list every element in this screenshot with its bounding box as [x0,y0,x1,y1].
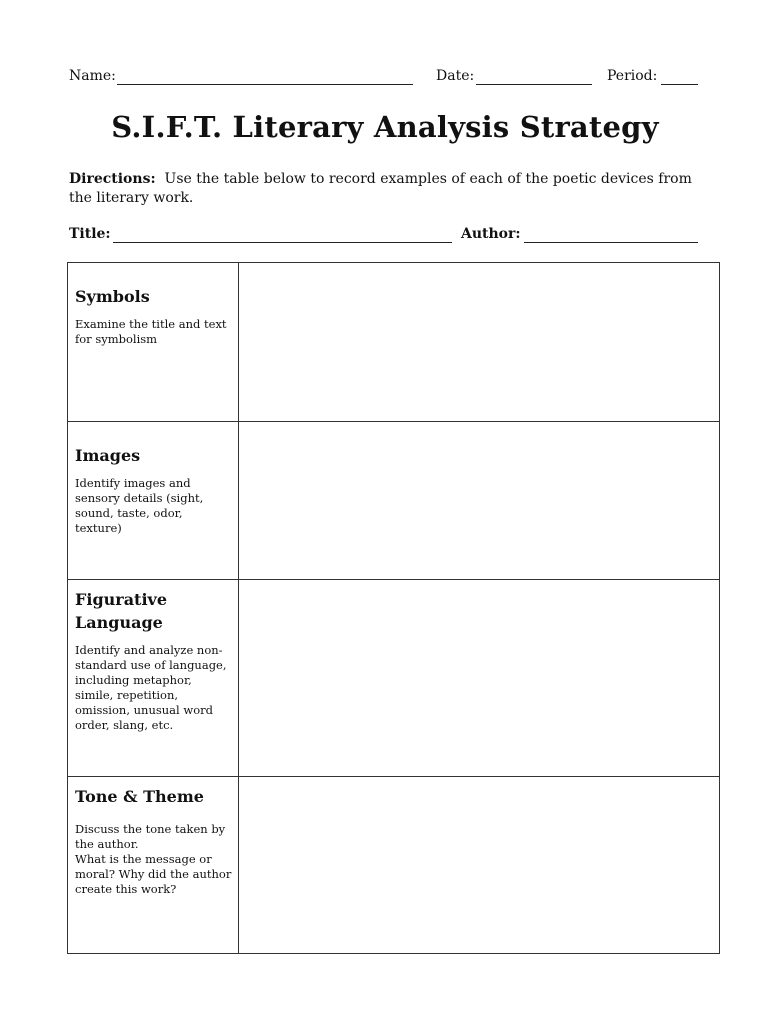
row-heading-images: Images [75,446,141,465]
page-title: S.I.F.T. Literary Analysis Strategy [111,110,659,144]
row-heading-symbols: Symbols [75,287,150,306]
row-heading-figurative-language: Figurative Language [75,590,167,632]
table-row [68,263,720,422]
row-label-cell [68,263,239,422]
title-blank[interactable] [113,242,452,243]
period-label: Period: [607,68,658,84]
date-label: Date: [436,68,475,84]
table-row [68,777,720,954]
author-blank[interactable] [524,242,698,243]
response-cell-tone-theme[interactable] [239,777,720,954]
row-label-cell [68,580,239,777]
row-description: Identify images and sensory details (sight, sound, taste, odor, texture) [75,476,204,535]
date-blank[interactable] [476,84,592,85]
row-description: Identify and analyze non-standard use of language, including metaphor, simile, repetition, omission, unusual word order, slang, etc. [75,643,227,732]
sift-table [67,262,720,954]
name-blank[interactable] [117,84,413,85]
row-description: Discuss the tone taken by the author. What is the message or moral? Why did the author create this work? [75,822,232,896]
title-author-line [69,226,699,246]
student-info-line [69,68,699,90]
row-label-cell [68,777,239,954]
directions-label: Directions: [69,171,156,187]
author-field-label: Author: [461,226,521,242]
table-row [68,422,720,580]
response-cell-symbols[interactable] [239,263,720,422]
title-field-label: Title: [69,226,111,242]
response-cell-images[interactable] [239,422,720,580]
table-row [68,580,720,777]
name-label: Name: [69,68,116,84]
response-cell-figurative-language[interactable] [239,580,720,777]
period-blank[interactable] [661,84,698,85]
directions-text: Use the table below to record examples of each of the poetic devices from the literary work. [69,171,692,206]
directions [69,170,699,208]
row-label-cell [68,422,239,580]
row-heading-tone-theme: Tone & Theme [75,787,204,806]
row-description: Examine the title and text for symbolism [75,317,227,346]
